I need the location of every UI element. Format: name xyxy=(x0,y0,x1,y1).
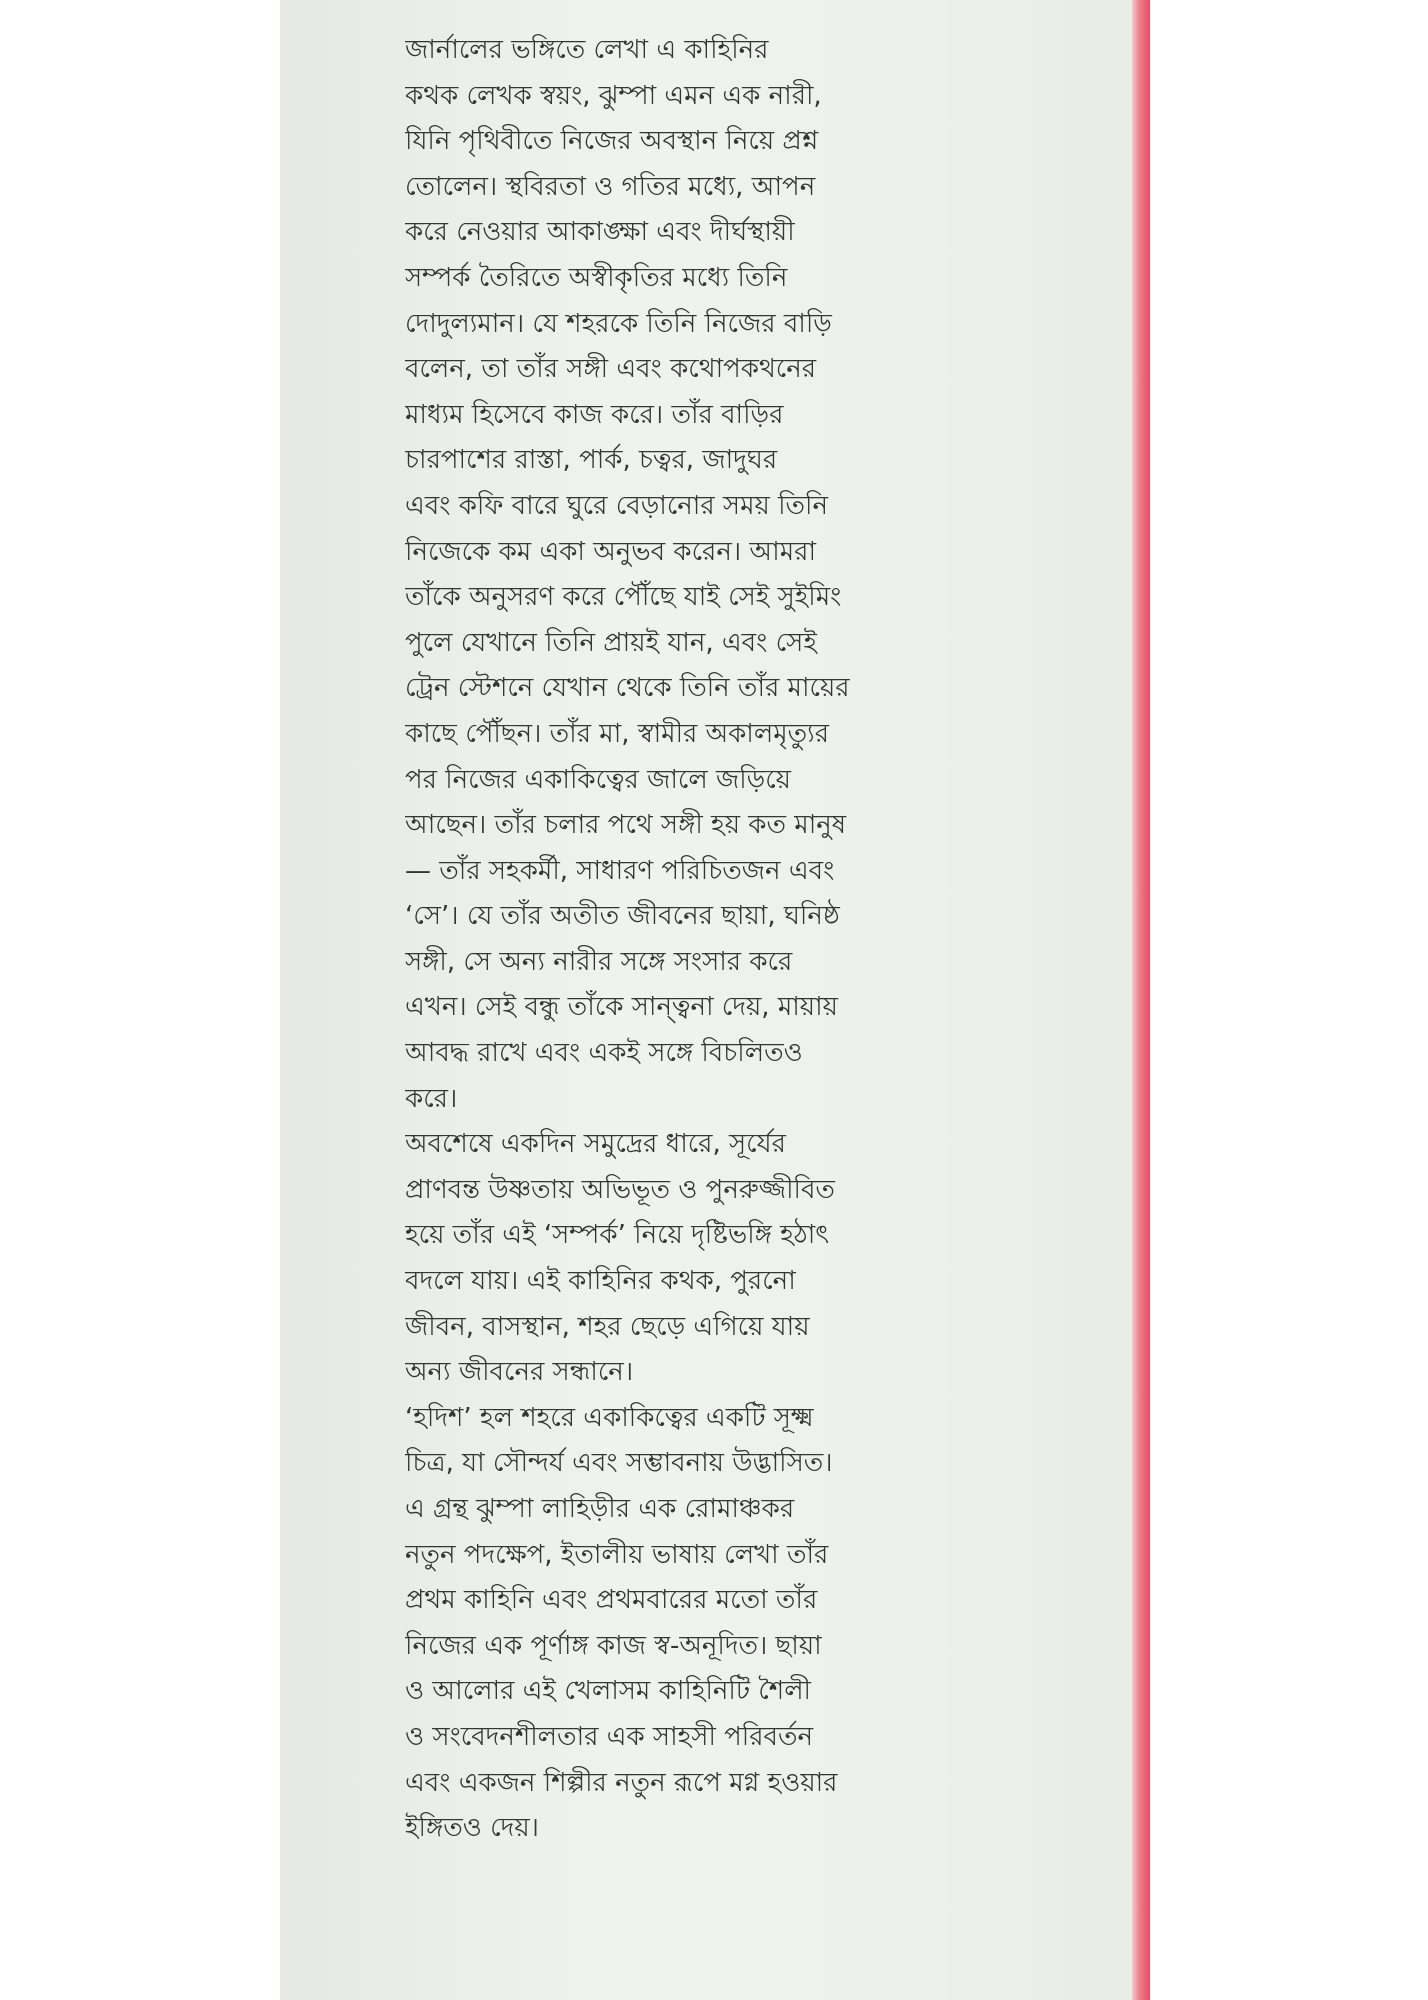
text-line: — তাঁর সহকর্মী, সাধারণ পরিচিতজন এবং xyxy=(405,855,835,886)
text-line: জার্নালের ভঙ্গিতে লেখা এ কাহিনির xyxy=(405,35,769,65)
text-line: নিজের এক পূর্ণাঙ্গ কাজ স্ব-অনূদিত। ছায়া xyxy=(405,1630,822,1661)
text-line: কাছে পৌঁছন। তাঁর মা, স্বামীর অকালমৃত্যুর xyxy=(405,718,830,749)
text-line: নতুন পদক্ষেপ, ইতালীয় ভাষায় লেখা তাঁর xyxy=(405,1539,829,1570)
text-line: পর নিজের একাকিত্বের জালে জড়িয়ে xyxy=(405,764,792,795)
text-line: যিনি পৃথিবীতে নিজের অবস্থান নিয়ে প্রশ্ন xyxy=(405,126,819,157)
text-line: দোদুল্যমান। যে শহরকে তিনি নিজের বাড়ি xyxy=(405,308,832,339)
text-line: ‘সে’। যে তাঁর অতীত জীবনের ছায়া, ঘনিষ্ঠ xyxy=(405,901,840,932)
text-line: ও আলোর এই খেলাসম কাহিনিটি শৈলী xyxy=(405,1676,811,1707)
text-line: তোলেন। স্থবিরতা ও গতির মধ্যে, আপন xyxy=(405,171,816,202)
text-line: ইঙ্গিতও দেয়। xyxy=(405,1813,539,1844)
text-line: চারপাশের রাস্তা, পার্ক, চত্বর, জাদুঘর xyxy=(405,445,778,476)
text-line: ট্রেন স্টেশনে যেখান থেকে তিনি তাঁর মায়ের xyxy=(405,673,850,704)
text-line: চিত্র, যা সৌন্দর্য এবং সম্ভাবনায় উদ্ভাসিত। xyxy=(405,1448,833,1479)
text-line: মাধ্যম হিসেবে কাজ করে। তাঁর বাড়ির xyxy=(405,399,784,430)
text-line: কথক লেখক স্বয়ং, ঝুম্পা এমন এক নারী, xyxy=(405,80,822,111)
text-line: প্রাণবন্ত উষ্ণতায় অভিভূত ও পুনরুজ্জীবিত xyxy=(405,1174,835,1205)
text-line: আছেন। তাঁর চলার পথে সঙ্গী হয় কত মানুষ xyxy=(405,810,847,841)
text-line: ‘হদিশ’ হল শহরে একাকিত্বের একটি সূক্ষ্ম xyxy=(405,1402,814,1433)
text-line: এবং কফি বারে ঘুরে বেড়ানোর সময় তিনি xyxy=(405,490,828,521)
text-line: অন্য জীবনের সন্ধানে। xyxy=(405,1357,634,1388)
text-line: তাঁকে অনুসরণ করে পৌঁছে যাই সেই সুইমিং xyxy=(405,582,842,613)
text-line: ও সংবেদনশীলতার এক সাহসী পরিবর্তন xyxy=(405,1721,814,1752)
text-line: প্রথম কাহিনি এবং প্রথমবারের মতো তাঁর xyxy=(405,1585,818,1616)
cover-spine-edge xyxy=(1132,0,1150,2000)
text-line: এ গ্রন্থ ঝুম্পা লাহিড়ীর এক রোমাঞ্চকর xyxy=(405,1494,795,1524)
text-line: সম্পর্ক তৈরিতে অস্বীকৃতির মধ্যে তিনি xyxy=(405,262,788,293)
text-line: অবশেষে একদিন সমুদ্রের ধারে, সূর্যের xyxy=(405,1129,786,1160)
text-line: পুলে যেখানে তিনি প্রায়ই যান, এবং সেই xyxy=(405,627,817,658)
text-line: এবং একজন শিল্পীর নতুন রূপে মগ্ন হওয়ার xyxy=(405,1767,838,1798)
text-line: জীবন, বাসস্থান, শহর ছেড়ে এগিয়ে যায় xyxy=(405,1311,810,1342)
text-line: বলেন, তা তাঁর সঙ্গী এবং কথোপকথনের xyxy=(405,354,817,385)
text-line: বদলে যায়। এই কাহিনির কথক, পুরনো xyxy=(405,1266,796,1297)
text-line: করে নেওয়ার আকাঙ্ক্ষা এবং দীর্ঘস্থায়ী xyxy=(405,217,795,248)
blurb-text xyxy=(405,28,1045,1852)
text-line: সঙ্গী, সে অন্য নারীর সঙ্গে সংসার করে xyxy=(405,946,793,977)
text-line: নিজেকে কম একা অনুভব করেন। আমরা xyxy=(405,536,817,567)
text-line: আবদ্ধ রাখে এবং একই সঙ্গে বিচলিতও xyxy=(405,1038,803,1069)
text-line: এখন। সেই বন্ধু তাঁকে সান্ত্বনা দেয়, মায়ায় xyxy=(405,992,838,1023)
text-line: করে। xyxy=(405,1083,458,1114)
text-line: হয়ে তাঁর এই ‘সম্পর্ক’ নিয়ে দৃষ্টিভঙ্গি হঠাৎ xyxy=(405,1220,830,1251)
